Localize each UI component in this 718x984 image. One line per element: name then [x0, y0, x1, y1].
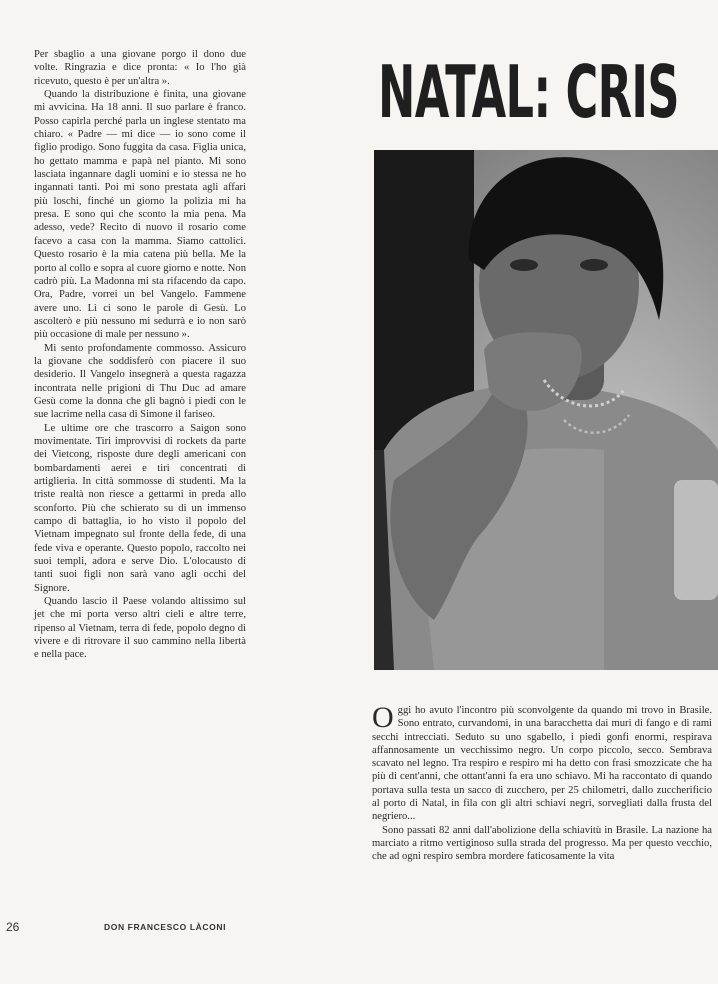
headline-text: NATAL: CRIS — [378, 50, 679, 134]
left-paragraph-3: Mi sento profondamente commosso. Assicuro la giovane che soddisferò con piacere il suo desiderio. Il Vangelo insegnerà a questa ragazza incontrata nelle prigioni di Thu Duc ad amare Gesù come la donna che gli bagnò i piedi con le sue lacrime nella casa di Simone il fariseo. — [34, 342, 246, 421]
left-paragraph-4: Le ultime ore che trascorro a Saigon sono movimentate. Tiri improvvisi di rockets da parte dei Vietcong, risposte dure degli americani con bombardamenti aerei e tiri concentrati di artiglieria. In città sommosse di studenti. Ma la triste realtà non riesce a gettarmi in preda allo sconforto. Più che schierato su di un immenso campo di battaglia, io ho visto il popolo del Vietnam impegnato sul fronte della fede, di una fede viva e operante. Questo popolo, raccolto nei suoi templi, adora e serve Dio. L'olocausto di tanti suoi figli non sarà vano agli occhi del Signore. — [34, 422, 246, 594]
child-photo — [374, 150, 718, 670]
left-paragraph-1: Per sbaglio a una giovane porgo il dono due volte. Ringrazia e dice pronta: « Io l'ho già ricevuto, questo è per un'altra ». — [34, 49, 246, 87]
article-headline — [378, 36, 718, 148]
child-photo-illustration — [374, 150, 718, 670]
drop-cap: O — [372, 701, 394, 734]
left-paragraph-5: Quando lascio il Paese volando altissimo sul jet che mi porta verso altri cieli e altre terre, ripenso al Vietnam, terra di fede, popolo degno di vivere e di ritrovare il suo cammino nella libertà e nella pace. — [34, 596, 246, 661]
left-paragraph-2: Quando la distribuzione è finita, una giovane mi avvicina. Ha 18 anni. Il suo parlare è franco. Posso capirla perché parla un inglese stentato ma chiaro. « Padre — mi dice — io sono come il figlio prodigo. Sono fuggita da casa. Figlia unica, ho gettato mamma e papà nel pianto. Mi sono lasciata ingannare dagli uomini e io stessa ne ho ingannati tanti. Poi mi sono prestata agli affari più loschi, finché un giorno la polizia mi ha presa. E sono qui che sconto la mia pena. Ma adesso, vede? Recito di nuovo il rosario come facevo a casa con la mamma. Siamo cattolici. Questo rosario è la mia catena più bella. Me la porto al collo e sopra al cuore giorno e notte. Non cadrò più. La Madonna mi sta rifacendo da capo. Ora, Padre, vorrei un bel Vangelo. Fammene avere uno. Lì ci sono le parole di Gesù. Lo ascolterò e più nessuno mi sedurrà e io non sarò più occasione di male per nessuno ». — [34, 89, 246, 341]
right-paragraph-1 — [372, 701, 712, 824]
right-paragraph-2: Sono passati 82 anni dall'abolizione della schiavitù in Brasile. La nazione ha marciato a ritmo vertiginoso sulla strada del progresso. Ma per questo vecchio, che ad ogni respiro sembra mordere faticosamente la vita — [372, 824, 712, 863]
left-text-column — [34, 48, 246, 662]
right-paragraph-1-text: ggi ho avuto l'incontro più sconvolgente da quando mi trovo in Brasile. Sono entrato, curvandomi, in una baracchetta dai muri di fango e di rami secchi intrecciati. Seduto su uno sgabello, i piedi gonfi enormi, respirava affannosamente un vecchissimo negro. Un corpo piccolo, secco. Sembrava scavato nel legno. Tra respiro e respiro mi ha detto con frasi smozzicate che ha più di cent'anni, che ottant'anni fa era uno schiavo. Mi ha raccontato di quando portava sulla testa un sacco di zucchero, per 25 chilometri, dallo zuccherificio al porto di Natal, in fila con gli altri schiavi negri, sorvegliati dalla frusta del negriero... — [372, 705, 712, 823]
right-text-column — [372, 701, 712, 864]
author-byline: DON FRANCESCO LÀCONI — [104, 922, 227, 932]
page-number: 26 — [6, 920, 20, 934]
